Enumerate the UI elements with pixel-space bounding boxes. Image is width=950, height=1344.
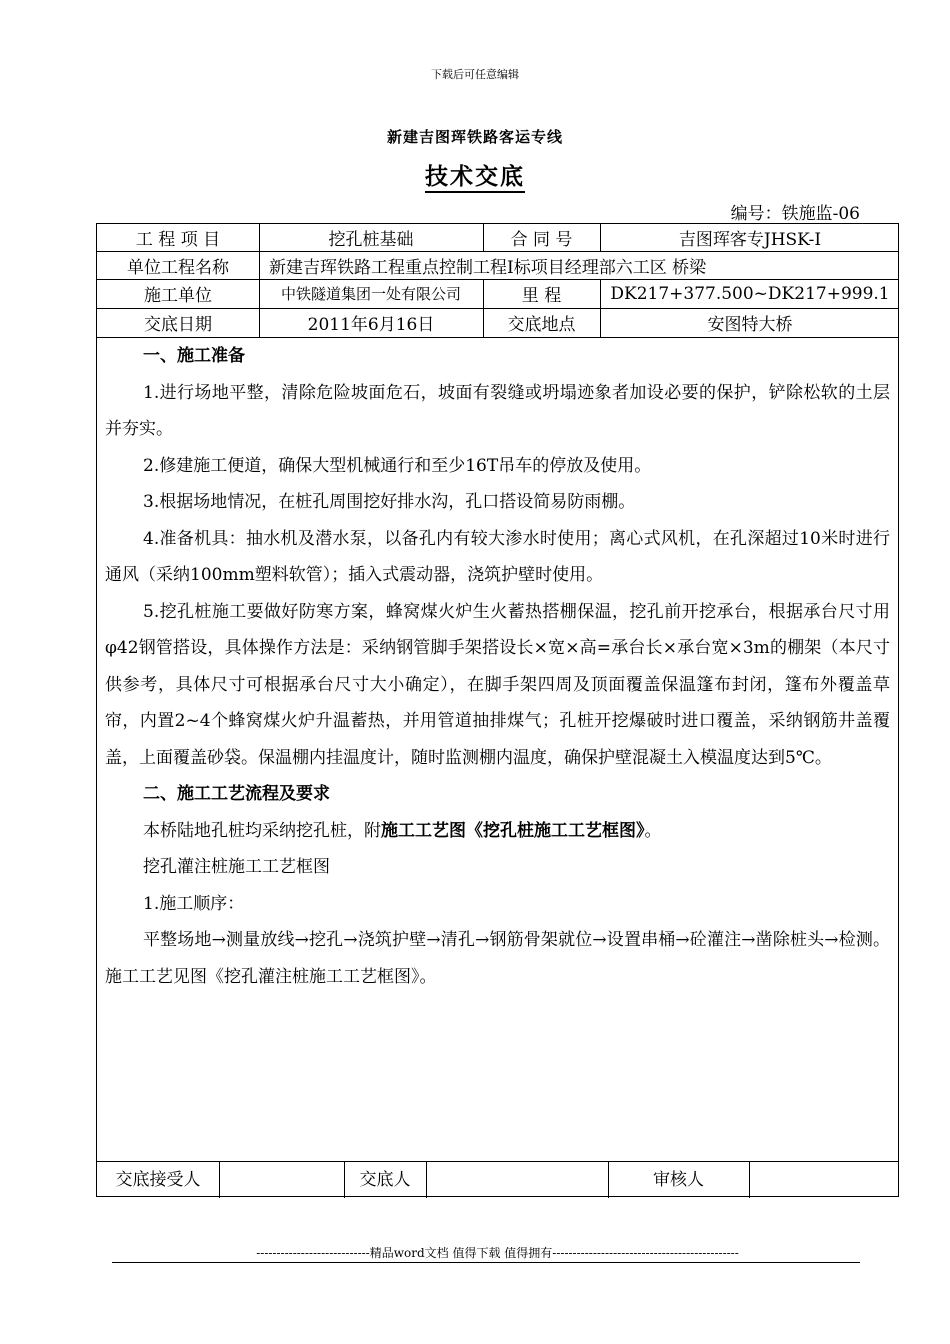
document-title xyxy=(0,158,950,191)
receiver-label: 交底接受人 xyxy=(115,1169,201,1190)
disclosure-content xyxy=(105,338,890,995)
reviewer-label: 审核人 xyxy=(653,1169,704,1190)
disclosure-form xyxy=(96,223,899,1197)
unit-value: 新建吉珲铁路工程重点控制工程Ⅰ标项目经理部六工区 桥梁 xyxy=(269,257,707,278)
footer-rule xyxy=(112,1262,860,1263)
paragraph: 1.进行场地平整，清除危险坡面危石，坡面有裂缝或坍塌迹象者加设必要的保护，铲除松软的土层并夯实。 xyxy=(105,382,890,439)
date-label: 交底日期 xyxy=(144,315,212,335)
mileage-label: 里 程 xyxy=(521,286,562,306)
paragraph: 3.根据场地情况，在桩孔周围挖好排水沟，孔口搭设简易防雨棚。 xyxy=(143,492,636,512)
paragraph-text: 。 xyxy=(644,820,662,841)
section-heading: 二、施工工艺流程及要求 xyxy=(143,784,330,804)
place-label: 交底地点 xyxy=(507,315,576,335)
unit-label: 单位工程名称 xyxy=(127,257,229,278)
builder-value: 中铁隧道集团一处有限公司 xyxy=(280,285,461,303)
paragraph-text: 本桥陆地孔桩均采纳挖孔桩，附 xyxy=(143,820,381,841)
paragraph: 4.准备机具：抽水机及潜水泵，以备孔内有较大渗水时使用；离心式风机，在孔深超过10米时进行通风（采纳100mm塑料软管）；插入式震动器，浇筑护壁时使用。 xyxy=(105,528,890,585)
contract-value: 吉图珲客专JHSK-Ⅰ xyxy=(678,230,822,250)
paragraph: 挖孔灌注桩施工工艺框图 xyxy=(143,857,330,877)
discloser-label: 交底人 xyxy=(359,1169,411,1190)
top-note: 下载后可任意编辑 xyxy=(431,68,519,81)
builder-label: 施工单位 xyxy=(144,286,212,306)
paragraph: 平整场地→测量放线→挖孔→浇筑护壁→清孔→钢筋骨架就位→设置串桶→砼灌注→凿除桩头→检测。施工工艺见图《挖孔灌注桩施工工艺框图》。 xyxy=(105,930,890,987)
discloser-signature-field[interactable] xyxy=(426,1162,608,1192)
mileage-value: DK217+377.500~DK217+999.1 xyxy=(610,283,890,304)
document-title-text: 技术交底 xyxy=(425,163,525,193)
contract-label: 合 同 号 xyxy=(510,230,573,250)
date-value: 2011年6月16日 xyxy=(307,315,435,335)
receiver-signature-field[interactable] xyxy=(219,1162,344,1192)
figure-reference: 施工工艺图《挖孔桩施工工艺框图》 xyxy=(381,820,645,841)
paragraph: 2.修建施工便道，确保大型机械通行和至少16T吊车的停放及使用。 xyxy=(143,455,652,476)
project-value: 挖孔桩基础 xyxy=(328,230,414,250)
reviewer-signature-field[interactable] xyxy=(749,1162,899,1192)
paragraph xyxy=(105,813,890,850)
project-label: 工 程 项 目 xyxy=(135,230,221,250)
signoff-row xyxy=(97,1161,898,1198)
place-value: 安图特大桥 xyxy=(707,315,793,335)
paragraph: 1.施工顺序： xyxy=(143,893,245,914)
page-footer: ----------------------------精品word文档 值得下载 值得拥有---------------------------------------------- xyxy=(256,1246,739,1260)
section-heading: 一、施工准备 xyxy=(143,346,245,366)
paragraph: 5.挖孔桩施工要做好防寒方案，蜂窝煤火炉生火蓄热搭棚保温，挖孔前开挖承台，根据承台尺寸用 φ42钢管搭设，具体操作方法是：采纳钢管脚手架搭设长×宽×高=承台长×承台宽×3m的棚架（本尺寸供参考，具体尺寸可根据承台尺寸大小确定），在脚手架四周及顶面覆盖保温篷布封闭，篷布外覆盖草帘，内置2~4个蜂窝煤火炉升温蓄热，并用管道抽排煤气；孔桩开挖爆破时进口覆盖，采纳钢筋井盖覆盖，上面覆盖砂袋。保温棚内挂温度计，随时监测棚内温度，确保护壁混凝土入模温度达到5℃。 xyxy=(105,601,890,768)
document-subtitle: 新建吉图珲铁路客运专线 xyxy=(386,128,563,146)
document-number: 编号：铁施监-06 xyxy=(730,204,860,224)
